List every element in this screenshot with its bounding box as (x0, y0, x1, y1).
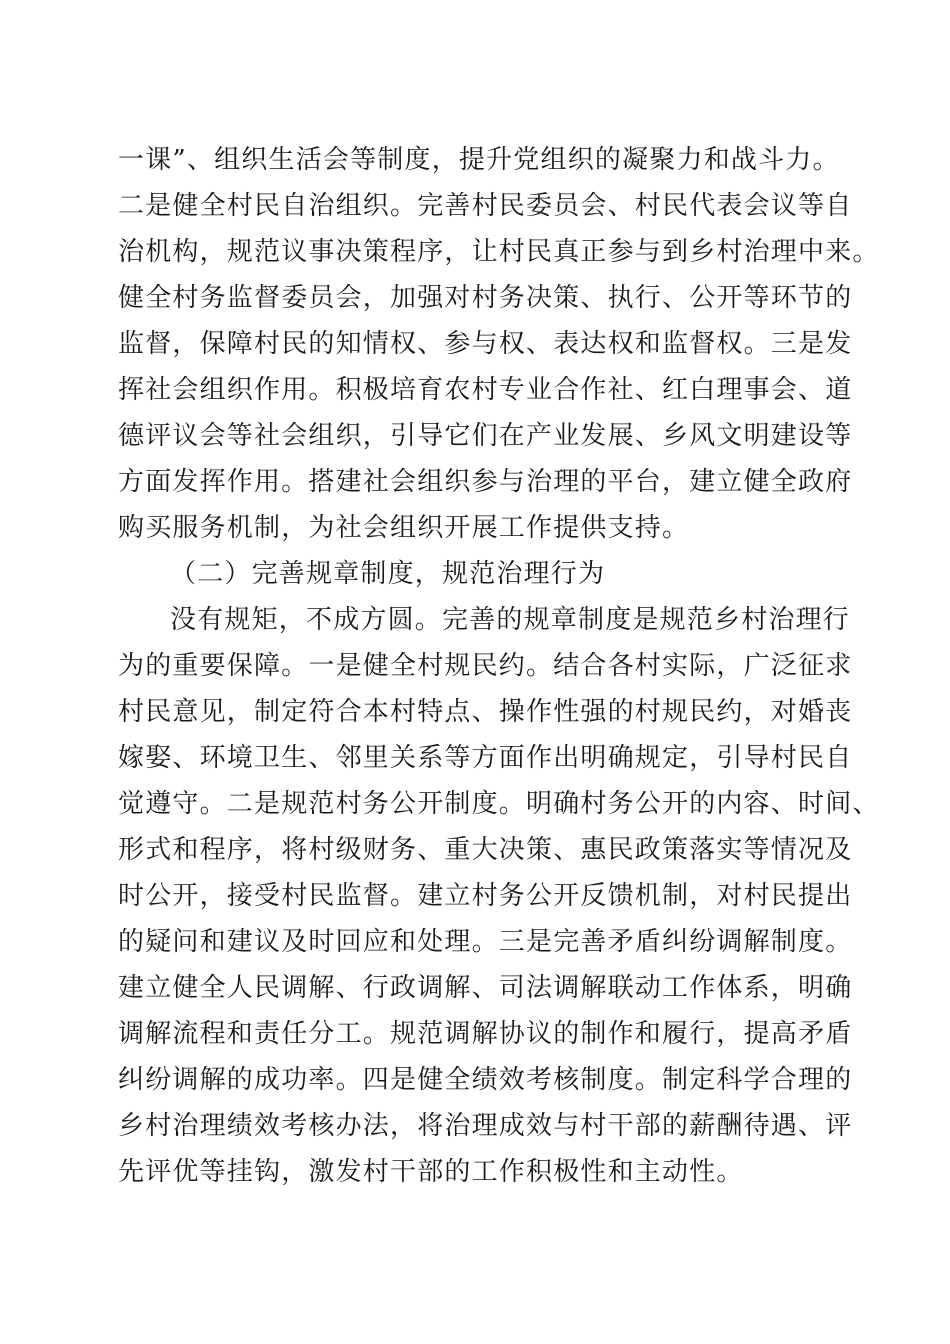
paragraph-line: 一课”、组织生活会等制度，提升党组织的凝聚力和战斗力。 (118, 145, 840, 175)
paragraph-line: 先评优等挂钩，激发村干部的工作积极性和主动性。 (118, 1157, 744, 1187)
paragraph-line: 纠纷调解的成功率。四是健全绩效考核制度。制定科学合理的 (118, 1065, 853, 1095)
paragraph-line: 健全村务监督委员会，加强对村务决策、执行、公开等环节的 (118, 283, 853, 313)
paragraph-line: 觉遵守。二是规范村务公开制度。明确村务公开的内容、时间、 (118, 789, 880, 819)
paragraph-line: 形式和程序，将村级财务、重大决策、惠民政策落实等情况及 (118, 835, 853, 865)
paragraph-line: 乡村治理绩效考核办法，将治理成效与村干部的薪酬待遇、评 (118, 1111, 853, 1141)
paragraph-line: 的疑问和建议及时回应和处理。三是完善矛盾纠纷调解制度。 (118, 927, 853, 957)
paragraph-line: 购买服务机制，为社会组织开展工作提供支持。 (118, 513, 690, 543)
section-heading: （二）完善规章制度，规范治理行为 (170, 559, 606, 589)
paragraph-line: 没有规矩，不成方圆。完善的规章制度是规范乡村治理行 (170, 605, 851, 635)
paragraph-line: 时公开，接受村民监督。建立村务公开反馈机制，对村民提出 (118, 881, 853, 911)
paragraph-line: 调解流程和责任分工。规范调解协议的制作和履行，提高矛盾 (118, 1019, 853, 1049)
paragraph-line: 治机构，规范议事决策程序，让村民真正参与到乡村治理中来。 (118, 237, 880, 267)
paragraph-line: 嫁娶、环境卫生、邻里关系等方面作出明确规定，引导村民自 (118, 743, 853, 773)
paragraph-line: 监督，保障村民的知情权、参与权、表达权和监督权。三是发 (118, 329, 853, 359)
paragraph-line: 建立健全人民调解、行政调解、司法调解联动工作体系，明确 (118, 973, 853, 1003)
paragraph-line: 德评议会等社会组织，引导它们在产业发展、乡风文明建设等 (118, 421, 853, 451)
paragraph-line: 村民意见，制定符合本村特点、操作性强的村规民约，对婚丧 (118, 697, 853, 727)
paragraph-line: 二是健全村民自治组织。完善村民委员会、村民代表会议等自 (118, 191, 853, 221)
paragraph-line: 为的重要保障。一是健全村规民约。结合各村实际，广泛征求 (118, 651, 853, 681)
paragraph-line: 方面发挥作用。搭建社会组织参与治理的平台，建立健全政府 (118, 467, 853, 497)
paragraph-line: 挥社会组织作用。积极培育农村专业合作社、红白理事会、道 (118, 375, 853, 405)
